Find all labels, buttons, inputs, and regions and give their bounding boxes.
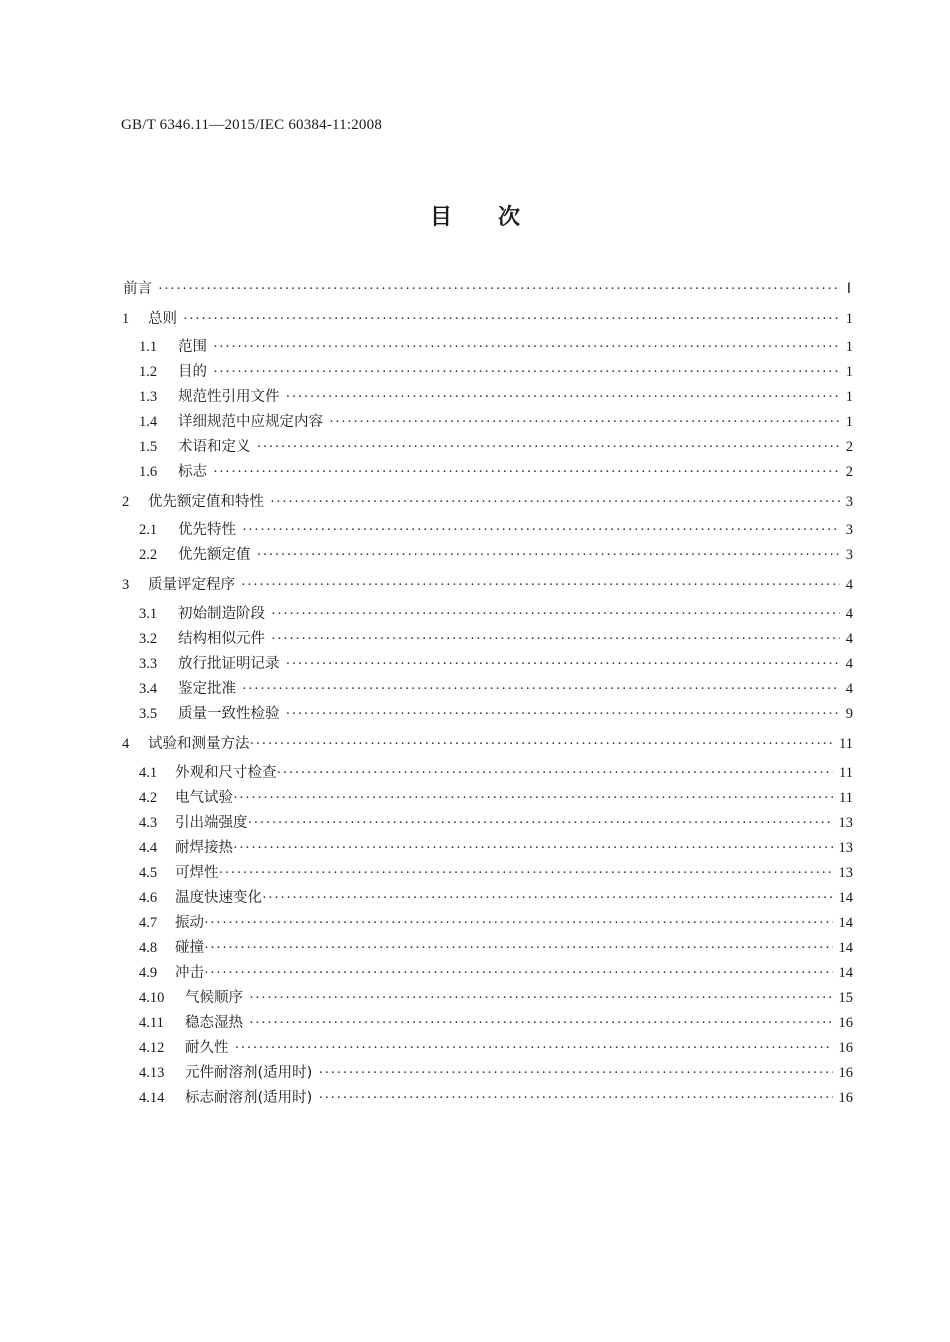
toc-label: 冲击 <box>175 965 204 981</box>
leader-dots <box>204 938 833 958</box>
toc-entry-3[interactable] <box>122 575 853 595</box>
toc-entry-1-2[interactable] <box>139 362 853 382</box>
toc-page: 15 <box>838 990 853 1006</box>
leader-dots <box>286 704 840 724</box>
leader-dots <box>204 913 833 933</box>
toc-number: 4.7 <box>139 915 158 931</box>
leader-dots <box>318 1063 832 1083</box>
toc-number: 4.10 <box>139 990 165 1006</box>
toc-label: 优先特性 <box>178 522 236 538</box>
toc-number: 1 <box>122 311 130 327</box>
leader-dots <box>242 520 840 540</box>
leader-dots <box>213 362 840 382</box>
toc-label: 气候顺序 <box>185 990 243 1006</box>
toc-label: 优先额定值 <box>178 547 251 563</box>
toc-label: 元件耐溶剂(适用时) <box>185 1065 313 1081</box>
toc-number: 4.12 <box>139 1040 165 1056</box>
toc-number: 3 <box>122 577 130 593</box>
toc-page: 4 <box>845 656 853 672</box>
toc-label: 电气试验 <box>175 790 233 806</box>
toc-number: 4.4 <box>139 840 158 856</box>
toc-label: 耐久性 <box>185 1040 229 1056</box>
toc-number: 4 <box>122 736 130 752</box>
toc-page: 3 <box>845 547 853 563</box>
leader-dots <box>183 309 840 329</box>
toc-entry-4-14[interactable] <box>139 1088 853 1108</box>
toc-page: 14 <box>838 890 853 906</box>
toc-number: 3.4 <box>139 681 158 697</box>
leader-dots <box>318 1088 832 1108</box>
toc-page: 3 <box>845 494 853 510</box>
leader-dots <box>250 734 834 754</box>
toc-label: 总则 <box>148 311 177 327</box>
leader-dots <box>249 988 833 1008</box>
toc-page: 4 <box>845 577 853 593</box>
toc-entry-4-12[interactable] <box>139 1038 853 1058</box>
toc-number: 1.5 <box>139 439 158 455</box>
toc-number: 3.3 <box>139 656 158 672</box>
toc-entry-foreword[interactable] <box>123 279 851 299</box>
toc-number: 3.2 <box>139 631 158 647</box>
leader-dots <box>271 604 840 624</box>
toc-page: 14 <box>838 940 853 956</box>
toc-entry-1[interactable] <box>122 309 853 329</box>
toc-entry-4-7[interactable] <box>139 913 853 933</box>
toc-label: 详细规范中应规定内容 <box>178 414 323 430</box>
leader-dots <box>233 838 833 858</box>
toc-page: 1 <box>845 339 853 355</box>
leader-dots <box>286 387 840 407</box>
leader-dots <box>257 437 840 457</box>
toc-number: 3.5 <box>139 706 158 722</box>
toc-page: 9 <box>845 706 853 722</box>
toc-label: 结构相似元件 <box>178 631 265 647</box>
toc-label: 目的 <box>178 364 207 380</box>
leader-dots <box>262 888 833 908</box>
leader-dots <box>329 412 840 432</box>
toc-entry-3-1[interactable] <box>139 604 853 624</box>
leader-dots <box>213 337 840 357</box>
toc-number: 1.1 <box>139 339 158 355</box>
toc-entry-4-3[interactable] <box>139 813 853 833</box>
leader-dots <box>248 813 833 833</box>
leader-dots <box>235 1038 833 1058</box>
toc-label: 规范性引用文件 <box>178 389 280 405</box>
leader-dots <box>241 575 840 595</box>
toc-entry-2[interactable] <box>122 492 853 512</box>
toc-page: 16 <box>838 1015 853 1031</box>
toc-label: 标志 <box>178 464 207 480</box>
leader-dots <box>286 654 840 674</box>
toc-entry-3-4[interactable] <box>139 679 853 699</box>
toc-entry-3-3[interactable] <box>139 654 853 674</box>
toc-label: 标志耐溶剂(适用时) <box>185 1090 313 1106</box>
leader-dots <box>204 963 833 983</box>
toc-entry-2-1[interactable] <box>139 520 853 540</box>
toc-entry-2-2[interactable] <box>139 545 853 565</box>
toc-entry-4-1[interactable] <box>139 763 853 783</box>
toc-number: 4.1 <box>139 765 158 781</box>
toc-label: 鉴定批准 <box>178 681 236 697</box>
toc-label: 试验和测量方法 <box>148 736 250 752</box>
toc-entry-4-10[interactable] <box>139 988 853 1008</box>
toc-entry-3-2[interactable] <box>139 629 853 649</box>
leader-dots <box>158 279 841 299</box>
toc-number: 2 <box>122 494 130 510</box>
toc-page: 14 <box>838 965 853 981</box>
toc-entry-4-2[interactable] <box>139 788 853 808</box>
toc-number: 1.6 <box>139 464 158 480</box>
leader-dots <box>242 679 840 699</box>
toc-number: 1.4 <box>139 414 158 430</box>
toc-number: 4.13 <box>139 1065 165 1081</box>
toc-page: 4 <box>845 606 853 622</box>
toc-page: 1 <box>845 311 853 327</box>
toc-number: 3.1 <box>139 606 158 622</box>
toc-entry-1-6[interactable] <box>139 462 853 482</box>
toc-page: 16 <box>838 1040 853 1056</box>
toc-label: 放行批证明记录 <box>178 656 280 672</box>
toc-page: 2 <box>845 464 853 480</box>
toc-label: 范围 <box>178 339 207 355</box>
leader-dots <box>271 629 840 649</box>
toc-number: 2.1 <box>139 522 158 538</box>
toc-entry-1-4[interactable] <box>139 412 853 432</box>
toc-entry-3-5[interactable] <box>139 704 853 724</box>
toc-label: 外观和尺寸检查 <box>175 765 277 781</box>
leader-dots <box>257 545 840 565</box>
toc-label: 稳态湿热 <box>185 1015 243 1031</box>
toc-number: 4.5 <box>139 865 158 881</box>
toc-number: 1.3 <box>139 389 158 405</box>
toc-number: 4.8 <box>139 940 158 956</box>
toc-label: 振动 <box>175 915 204 931</box>
toc-entry-4-8[interactable] <box>139 938 853 958</box>
toc-page: 3 <box>845 522 853 538</box>
leader-dots <box>219 863 833 883</box>
toc-number: 1.2 <box>139 364 158 380</box>
toc-page: 2 <box>845 439 853 455</box>
toc-label: 初始制造阶段 <box>178 606 265 622</box>
toc-number: 4.6 <box>139 890 158 906</box>
leader-dots <box>213 462 840 482</box>
toc-page: 4 <box>845 681 853 697</box>
toc-page: 1 <box>845 364 853 380</box>
toc-label: 可焊性 <box>175 865 219 881</box>
toc-number: 4.9 <box>139 965 158 981</box>
page-title: 目次 <box>429 205 566 230</box>
toc-entry-4-9[interactable] <box>139 963 853 983</box>
toc-label: 耐焊接热 <box>175 840 233 856</box>
leader-dots <box>270 492 840 512</box>
toc-page: 4 <box>845 631 853 647</box>
toc-number: 4.14 <box>139 1090 165 1106</box>
toc-entry-4-4[interactable] <box>139 838 853 858</box>
toc-entry-1-3[interactable] <box>139 387 853 407</box>
toc-page: 16 <box>838 1090 853 1106</box>
toc-page: 13 <box>838 815 853 831</box>
toc-label: 质量评定程序 <box>148 577 235 593</box>
toc-label: 引出端强度 <box>175 815 248 831</box>
toc-entry-4-6[interactable] <box>139 888 853 908</box>
toc-number: 4.2 <box>139 790 158 806</box>
leader-dots <box>249 1013 833 1033</box>
toc-page: 11 <box>839 790 853 806</box>
toc-entry-4-11[interactable] <box>139 1013 853 1033</box>
toc-entry-4-13[interactable] <box>139 1063 853 1083</box>
toc-page: 13 <box>838 865 853 881</box>
toc-page: 14 <box>838 915 853 931</box>
toc-number: 2.2 <box>139 547 158 563</box>
toc-number: 4.3 <box>139 815 158 831</box>
toc-page: 16 <box>838 1065 853 1081</box>
toc-entry-1-5[interactable] <box>139 437 853 457</box>
toc-entry-4-5[interactable] <box>139 863 853 883</box>
leader-dots <box>277 763 834 783</box>
toc-entry-4[interactable] <box>122 734 853 754</box>
toc-label: 优先额定值和特性 <box>148 494 264 510</box>
toc-page: Ⅰ <box>846 281 851 297</box>
toc-page: 1 <box>845 389 853 405</box>
toc-page: 11 <box>839 765 853 781</box>
toc-page: 11 <box>839 736 853 752</box>
toc-page: 1 <box>845 414 853 430</box>
toc-page: 13 <box>838 840 853 856</box>
toc-entry-1-1[interactable] <box>139 337 853 357</box>
standard-code: GB/T 6346.11—2015/IEC 60384-11:2008 <box>121 117 383 133</box>
toc-number: 4.11 <box>139 1015 164 1031</box>
toc-label: 温度快速变化 <box>175 890 262 906</box>
toc-label: 前言 <box>123 281 152 297</box>
toc-label: 术语和定义 <box>178 439 251 455</box>
toc-label: 质量一致性检验 <box>178 706 280 722</box>
leader-dots <box>233 788 833 808</box>
toc-label: 碰撞 <box>175 940 204 956</box>
